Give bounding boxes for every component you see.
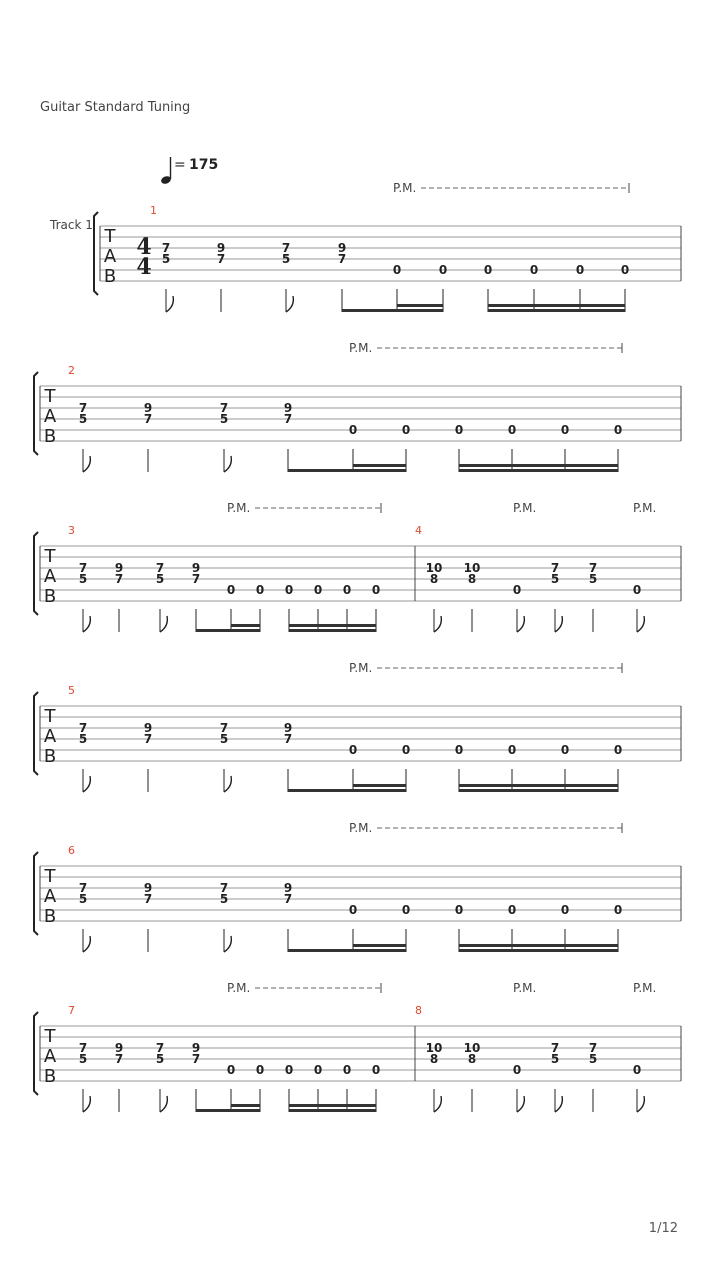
beam-primary: [342, 309, 443, 312]
note-flag: [224, 776, 231, 792]
fret-number: 0: [632, 583, 642, 597]
fret-number: 9: [283, 721, 293, 735]
fret-number: 0: [226, 583, 236, 597]
fret-number: 7: [281, 241, 291, 255]
fret-number: 0: [226, 1063, 236, 1077]
fret-number: 9: [114, 561, 124, 575]
fret-number: 10: [463, 561, 481, 575]
fret-number: 9: [191, 561, 201, 575]
fret-number: 0: [483, 263, 493, 277]
fret-number: 7: [283, 412, 293, 426]
fret-number: 0: [529, 263, 539, 277]
fret-number: 5: [219, 892, 229, 906]
beam-secondary: [289, 624, 376, 627]
fret-number: 7: [161, 241, 171, 255]
fret-number: 7: [550, 561, 560, 575]
fret-number: 0: [613, 423, 623, 437]
fret-number: 10: [463, 1041, 481, 1055]
fret-number: 0: [255, 583, 265, 597]
tab-clef-letter: A: [43, 1046, 57, 1067]
tab-clef-letter: B: [43, 906, 57, 927]
note-flag: [83, 936, 90, 952]
fret-number: 5: [78, 412, 88, 426]
tab-clef-letter: A: [43, 406, 57, 427]
fret-number: 9: [191, 1041, 201, 1055]
beam-primary: [196, 1109, 260, 1112]
fret-number: 0: [454, 903, 464, 917]
fret-number: 10: [425, 1041, 443, 1055]
fret-number: 0: [348, 903, 358, 917]
measure-number: 7: [68, 1004, 75, 1017]
tab-clef-letter: T: [104, 226, 116, 247]
measure-number: 3: [68, 524, 75, 537]
fret-number: 0: [313, 583, 323, 597]
note-flag: [166, 296, 173, 312]
note-flag: [637, 616, 644, 632]
fret-number: 0: [512, 1063, 522, 1077]
beam-secondary: [231, 1104, 260, 1107]
fret-number: 10: [425, 561, 443, 575]
note-flag: [555, 1096, 562, 1112]
beam-secondary: [459, 784, 618, 787]
fret-number: 0: [507, 903, 517, 917]
tuning-label: Guitar Standard Tuning: [40, 100, 191, 115]
fret-number: 5: [550, 572, 560, 586]
beam-secondary: [459, 944, 618, 947]
beam-primary: [459, 789, 618, 792]
beam-primary: [459, 949, 618, 952]
tab-clef-letter: A: [43, 726, 57, 747]
fret-number: 0: [284, 583, 294, 597]
system-bracket: [34, 532, 38, 615]
palm-mute-label: P.M.: [393, 181, 417, 195]
fret-number: 0: [560, 903, 570, 917]
tab-clef-letter: B: [43, 1066, 57, 1087]
fret-number: 0: [507, 423, 517, 437]
fret-number: 8: [429, 1052, 439, 1066]
tempo-bpm: 175: [189, 157, 219, 173]
fret-number: 7: [155, 561, 165, 575]
note-flag: [160, 1096, 167, 1112]
beam-primary: [196, 629, 260, 632]
fret-number: 0: [613, 903, 623, 917]
system-bracket: [94, 212, 98, 295]
tab-clef-letter: A: [103, 246, 117, 267]
fret-number: 9: [216, 241, 226, 255]
tab-clef-letter: A: [43, 566, 57, 587]
fret-number: 0: [507, 743, 517, 757]
fret-number: 8: [467, 1052, 477, 1066]
note-flag: [434, 1096, 441, 1112]
palm-mute-label: P.M.: [633, 981, 657, 995]
time-signature-bottom: 4: [136, 254, 152, 280]
fret-number: 0: [454, 423, 464, 437]
fret-number: 5: [550, 1052, 560, 1066]
palm-mute-label: P.M.: [513, 501, 537, 515]
palm-mute-label: P.M.: [227, 981, 251, 995]
note-flag: [83, 1096, 90, 1112]
beam-primary: [288, 469, 406, 472]
fret-number: 7: [143, 892, 153, 906]
fret-number: 0: [255, 1063, 265, 1077]
note-flag: [83, 456, 90, 472]
note-flag: [555, 616, 562, 632]
tab-clef-letter: T: [44, 706, 56, 727]
fret-number: 9: [143, 721, 153, 735]
system-bracket: [34, 372, 38, 455]
tab-clef-letter: B: [43, 426, 57, 447]
fret-number: 0: [342, 1063, 352, 1077]
fret-number: 5: [78, 732, 88, 746]
fret-number: 7: [78, 561, 88, 575]
palm-mute-label: P.M.: [227, 501, 251, 515]
beam-primary: [288, 789, 406, 792]
fret-number: 7: [191, 1052, 201, 1066]
palm-mute-label: P.M.: [513, 981, 537, 995]
note-flag: [434, 616, 441, 632]
time-signature-top: 4: [136, 234, 152, 260]
tab-clef-letter: A: [43, 886, 57, 907]
beam-secondary: [353, 784, 406, 787]
beam-secondary: [488, 304, 625, 307]
measure-number: 8: [415, 1004, 422, 1017]
fret-number: 7: [191, 572, 201, 586]
note-flag: [160, 616, 167, 632]
tempo-equals: =: [174, 157, 186, 173]
tab-clef-letter: T: [44, 546, 56, 567]
fret-number: 7: [588, 1041, 598, 1055]
beam-primary: [488, 309, 625, 312]
note-flag: [637, 1096, 644, 1112]
system-bracket: [34, 1012, 38, 1095]
fret-number: 9: [337, 241, 347, 255]
fret-number: 7: [78, 881, 88, 895]
tab-clef-letter: T: [44, 866, 56, 887]
fret-number: 0: [560, 423, 570, 437]
tab-clef-letter: B: [103, 266, 117, 287]
fret-number: 0: [284, 1063, 294, 1077]
fret-number: 0: [613, 743, 623, 757]
beam-secondary: [397, 304, 443, 307]
note-flag: [224, 936, 231, 952]
fret-number: 7: [283, 892, 293, 906]
fret-number: 8: [429, 572, 439, 586]
fret-number: 0: [560, 743, 570, 757]
fret-number: 5: [588, 1052, 598, 1066]
tab-clef-letter: T: [44, 1026, 56, 1047]
tab-clef-letter: B: [43, 746, 57, 767]
fret-number: 0: [392, 263, 402, 277]
measure-number: 2: [68, 364, 75, 377]
fret-number: 8: [467, 572, 477, 586]
note-flag: [224, 456, 231, 472]
fret-number: 0: [620, 263, 630, 277]
palm-mute-label: P.M.: [633, 501, 657, 515]
fret-number: 0: [371, 1063, 381, 1077]
fret-number: 7: [550, 1041, 560, 1055]
tab-clef-letter: B: [43, 586, 57, 607]
beam-primary: [289, 629, 376, 632]
fret-number: 7: [155, 1041, 165, 1055]
fret-number: 9: [143, 881, 153, 895]
page-number: 1/12: [648, 1221, 678, 1236]
measure-number: 1: [150, 204, 157, 217]
fret-number: 7: [78, 721, 88, 735]
beam-primary: [289, 1109, 376, 1112]
fret-number: 0: [371, 583, 381, 597]
fret-number: 0: [348, 743, 358, 757]
fret-number: 5: [78, 572, 88, 586]
fret-number: 5: [78, 1052, 88, 1066]
fret-number: 5: [78, 892, 88, 906]
fret-number: 7: [143, 412, 153, 426]
system-bracket: [34, 852, 38, 935]
note-flag: [517, 616, 524, 632]
fret-number: 7: [588, 561, 598, 575]
fret-number: 0: [401, 903, 411, 917]
fret-number: 0: [313, 1063, 323, 1077]
measure-number: 6: [68, 844, 75, 857]
fret-number: 5: [281, 252, 291, 266]
fret-number: 5: [219, 732, 229, 746]
fret-number: 5: [219, 412, 229, 426]
beam-primary: [288, 949, 406, 952]
fret-number: 9: [143, 401, 153, 415]
tab-clef-letter: T: [44, 386, 56, 407]
fret-number: 0: [348, 423, 358, 437]
fret-number: 9: [283, 401, 293, 415]
beam-secondary: [231, 624, 260, 627]
note-flag: [286, 296, 293, 312]
beam-secondary: [459, 464, 618, 467]
beam-secondary: [353, 944, 406, 947]
palm-mute-label: P.M.: [349, 341, 373, 355]
fret-number: 7: [216, 252, 226, 266]
fret-number: 5: [588, 572, 598, 586]
palm-mute-label: P.M.: [349, 821, 373, 835]
fret-number: 0: [401, 423, 411, 437]
note-flag: [517, 1096, 524, 1112]
fret-number: 0: [512, 583, 522, 597]
track-name: Track 1: [50, 218, 93, 232]
fret-number: 9: [283, 881, 293, 895]
palm-mute-label: P.M.: [349, 661, 373, 675]
note-flag: [83, 776, 90, 792]
fret-number: 0: [632, 1063, 642, 1077]
fret-number: 0: [342, 583, 352, 597]
fret-number: 0: [575, 263, 585, 277]
fret-number: 5: [155, 1052, 165, 1066]
fret-number: 5: [155, 572, 165, 586]
fret-number: 7: [78, 1041, 88, 1055]
measure-number: 5: [68, 684, 75, 697]
beam-secondary: [289, 1104, 376, 1107]
beam-secondary: [353, 464, 406, 467]
fret-number: 5: [161, 252, 171, 266]
fret-number: 7: [219, 881, 229, 895]
fret-number: 9: [114, 1041, 124, 1055]
fret-number: 7: [114, 572, 124, 586]
fret-number: 7: [219, 401, 229, 415]
fret-number: 0: [401, 743, 411, 757]
fret-number: 7: [143, 732, 153, 746]
beam-primary: [459, 469, 618, 472]
measure-number: 4: [415, 524, 422, 537]
fret-number: 7: [114, 1052, 124, 1066]
fret-number: 7: [337, 252, 347, 266]
fret-number: 7: [219, 721, 229, 735]
fret-number: 0: [438, 263, 448, 277]
note-flag: [83, 616, 90, 632]
fret-number: 7: [283, 732, 293, 746]
system-bracket: [34, 692, 38, 775]
fret-number: 0: [454, 743, 464, 757]
fret-number: 7: [78, 401, 88, 415]
